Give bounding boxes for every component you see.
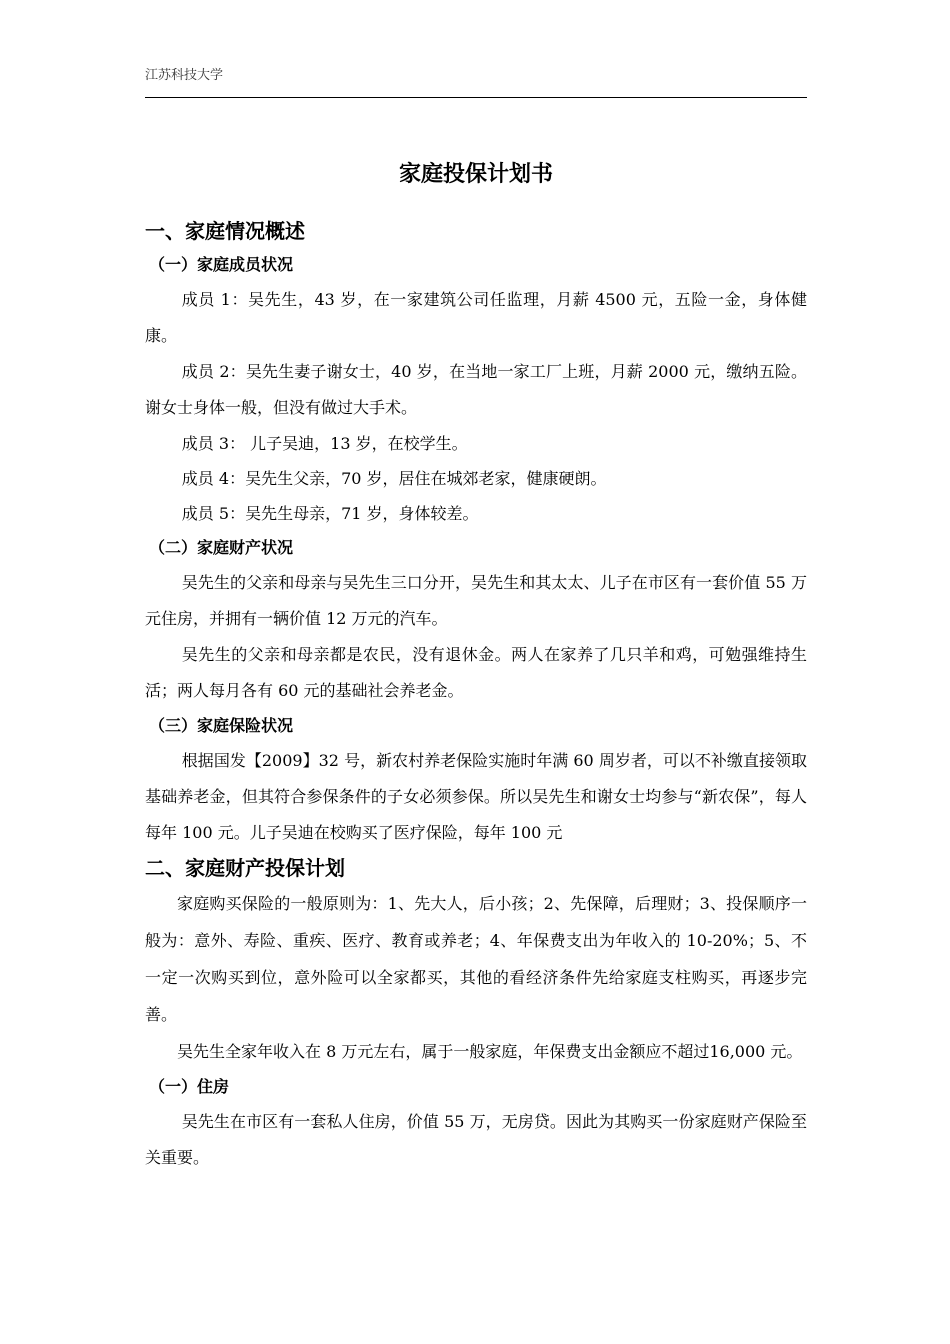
document-title: 家庭投保计划书	[398, 162, 553, 187]
document-body	[145, 150, 807, 1176]
member-4-paragraph: 成员 4：吴先生父亲，70 岁，居住在城郊老家，健康硬朗。	[181, 469, 607, 488]
section-2-heading: 二、家庭财产投保计划	[145, 856, 345, 880]
section-1-3-heading: （三）家庭保险状况	[149, 716, 294, 735]
property-paragraph-2: 吴先生的父亲和母亲都是农民，没有退休金。两人在家养了几只羊和鸡，可勉强维持生活；两人每月各有 60 元的基础社会养老金。	[145, 645, 807, 700]
header-divider	[145, 97, 807, 98]
section-2-1-heading: （一）住房	[149, 1077, 230, 1096]
header-org: 江苏科技大学	[145, 68, 224, 83]
housing-paragraph: 吴先生在市区有一套私人住房，价值 55 万，无房贷。因此为其购买一份家庭财产保险至关重要。	[145, 1112, 807, 1167]
member-1-paragraph: 成员 1：吴先生，43 岁，在一家建筑公司任监理，月薪 4500 元，五险一金，身体健康。	[145, 290, 807, 345]
budget-paragraph: 吴先生全家年收入在 8 万元左右，属于一般家庭，年保费支出金额应不超过16,000 元。	[177, 1042, 803, 1061]
principles-paragraph: 家庭购买保险的一般原则为：1、先大人，后小孩；2、先保障，后理财；3、投保顺序一般为：意外、寿险、重疾、医疗、教育或养老；4、年保费支出为年收入的 10-20%；5、不一定一次购买到位，意外险可以全家都买，其他的看经济条件先给家庭支柱购买，再逐步完善。	[145, 894, 807, 1024]
section-1-2-heading: （二）家庭财产状况	[149, 538, 294, 557]
member-2-paragraph: 成员 2：吴先生妻子谢女士，40 岁，在当地一家工厂上班，月薪 2000 元，缴纳五险。谢女士身体一般，但没有做过大手术。	[145, 362, 807, 417]
section-1-1-heading: （一）家庭成员状况	[149, 255, 294, 274]
member-3-paragraph: 成员 3： 儿子吴迪，13 岁，在校学生。	[181, 434, 468, 453]
insurance-paragraph: 根据国发【2009】32 号，新农村养老保险实施时年满 60 周岁者，可以不补缴直接领取基础养老金，但其符合参保条件的子女必须参保。所以吴先生和谢女士均参与“新农保”，每人每年 100 元。儿子吴迪在校购买了医疗保险，每年 100 元	[145, 751, 807, 842]
property-paragraph-1: 吴先生的父亲和母亲与吴先生三口分开，吴先生和其太太、儿子在市区有一套价值 55 万元住房，并拥有一辆价值 12 万元的汽车。	[145, 573, 807, 628]
member-5-paragraph: 成员 5：吴先生母亲，71 岁，身体较差。	[181, 504, 479, 523]
section-1-heading: 一、家庭情况概述	[145, 219, 305, 243]
